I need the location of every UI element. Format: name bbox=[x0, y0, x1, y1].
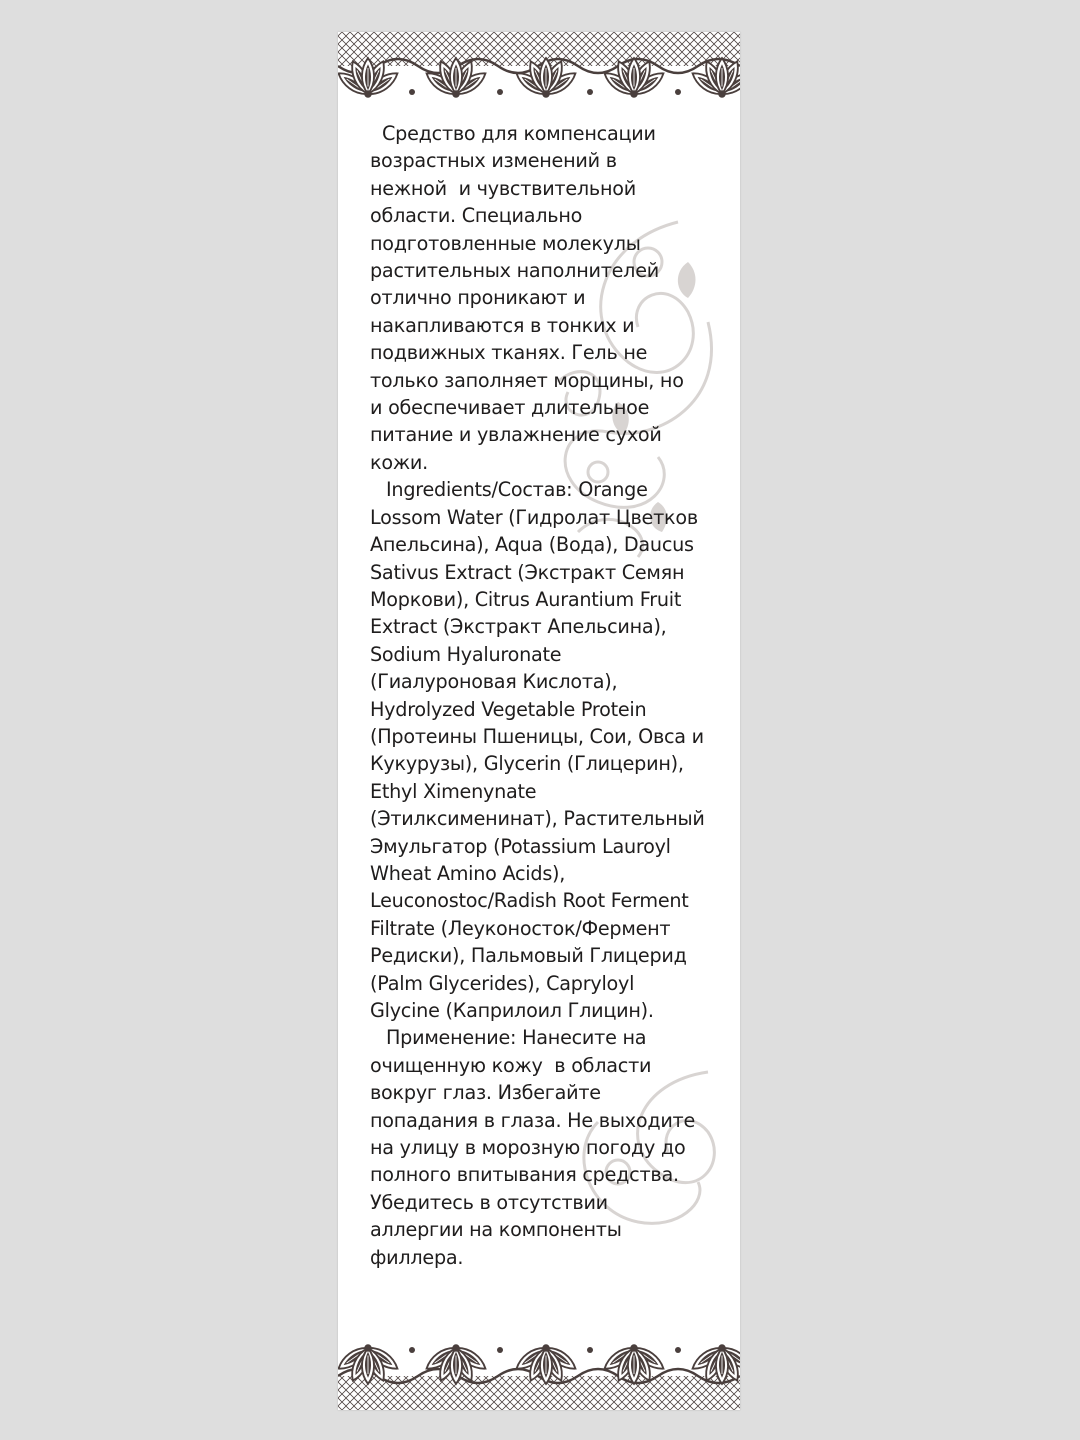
usage-line: Убедитесь в отсутствии bbox=[370, 1190, 608, 1214]
ingredients-list bbox=[370, 476, 720, 1024]
ingredients-line: Sativus Extract (Экстракт Семян bbox=[370, 560, 685, 584]
ingredients-line: Моркови), Citrus Aurantium Fruit bbox=[370, 587, 682, 611]
description-line: подвижных тканях. Гель не bbox=[370, 341, 648, 365]
ingredients-line: Hydrolyzed Vegetable Protein bbox=[370, 697, 647, 721]
top-lace-border-icon bbox=[338, 32, 740, 128]
ingredients-line: Ingredients/Состав: Orange bbox=[386, 478, 648, 502]
description-line: и обеспечивает длительное bbox=[370, 396, 650, 420]
usage-line: Применение: Нанесите на bbox=[386, 1026, 647, 1050]
usage-line: очищенную кожу в области bbox=[370, 1053, 652, 1077]
ingredients-line: Ethyl Ximenynate bbox=[370, 779, 537, 803]
ingredients-line: Кукурузы), Glycerin (Глицерин), bbox=[370, 752, 684, 776]
description-line: кожи. bbox=[370, 450, 428, 474]
usage-instructions bbox=[370, 1024, 720, 1271]
description-line: питание и увлажнение сухой bbox=[370, 423, 662, 447]
description-line: отлично проникают и bbox=[370, 286, 586, 310]
ingredients-line: (Гиалуроновая Кислота), bbox=[370, 670, 618, 694]
product-description bbox=[370, 120, 720, 476]
usage-line: попадания в глаза. Не выходите bbox=[370, 1108, 696, 1132]
product-label-card bbox=[338, 32, 740, 1410]
usage-line: вокруг глаз. Избегайте bbox=[370, 1081, 601, 1105]
description-line: накапливаются в тонких и bbox=[370, 313, 635, 337]
ingredients-line: Glycine (Каприлоил Глицин). bbox=[370, 999, 654, 1022]
ingredients-line: (Этилксименинат), Растительный bbox=[370, 807, 705, 831]
ingredients-line: Wheat Amino Acids), bbox=[370, 861, 566, 885]
usage-line: филлера. bbox=[370, 1245, 464, 1269]
ingredients-line: (Протеины Пшеницы, Сои, Овса и bbox=[370, 724, 704, 748]
label-text-block bbox=[370, 120, 720, 1271]
ingredients-line: Lossom Water (Гидролат Цветков bbox=[370, 505, 698, 529]
usage-line: полного впитывания средства. bbox=[370, 1163, 679, 1187]
ingredients-line: Sodium Hyaluronate bbox=[370, 642, 562, 666]
bottom-lace-border-icon bbox=[338, 1314, 740, 1410]
ingredients-line: Leuconostoc/Radish Root Ferment bbox=[370, 889, 689, 913]
usage-line: на улицу в морозную погоду до bbox=[370, 1136, 686, 1160]
usage-line: аллергии на компоненты bbox=[370, 1218, 622, 1242]
description-line: Средство для компенсации bbox=[382, 122, 656, 145]
description-line: подготовленные молекулы bbox=[370, 231, 641, 255]
description-line: только заполняет морщины, но bbox=[370, 368, 684, 392]
ingredients-line: (Palm Glycerides), Capryloyl bbox=[370, 971, 635, 995]
description-line: возрастных изменений в bbox=[370, 149, 617, 173]
ingredients-line: Extract (Экстракт Апельсина), bbox=[370, 615, 667, 639]
description-line: области. Специально bbox=[370, 204, 583, 228]
ingredients-line: Эмульгатор (Potassium Lauroyl bbox=[370, 834, 671, 858]
description-line: нежной и чувствительной bbox=[370, 176, 636, 200]
ingredients-line: Filtrate (Леуконосток/Фермент bbox=[370, 916, 671, 940]
ingredients-line: Редиски), Пальмовый Глицерид bbox=[370, 944, 687, 968]
ingredients-line: Апельсина), Aqua (Вода), Daucus bbox=[370, 533, 694, 557]
description-line: растительных наполнителей bbox=[370, 259, 659, 283]
